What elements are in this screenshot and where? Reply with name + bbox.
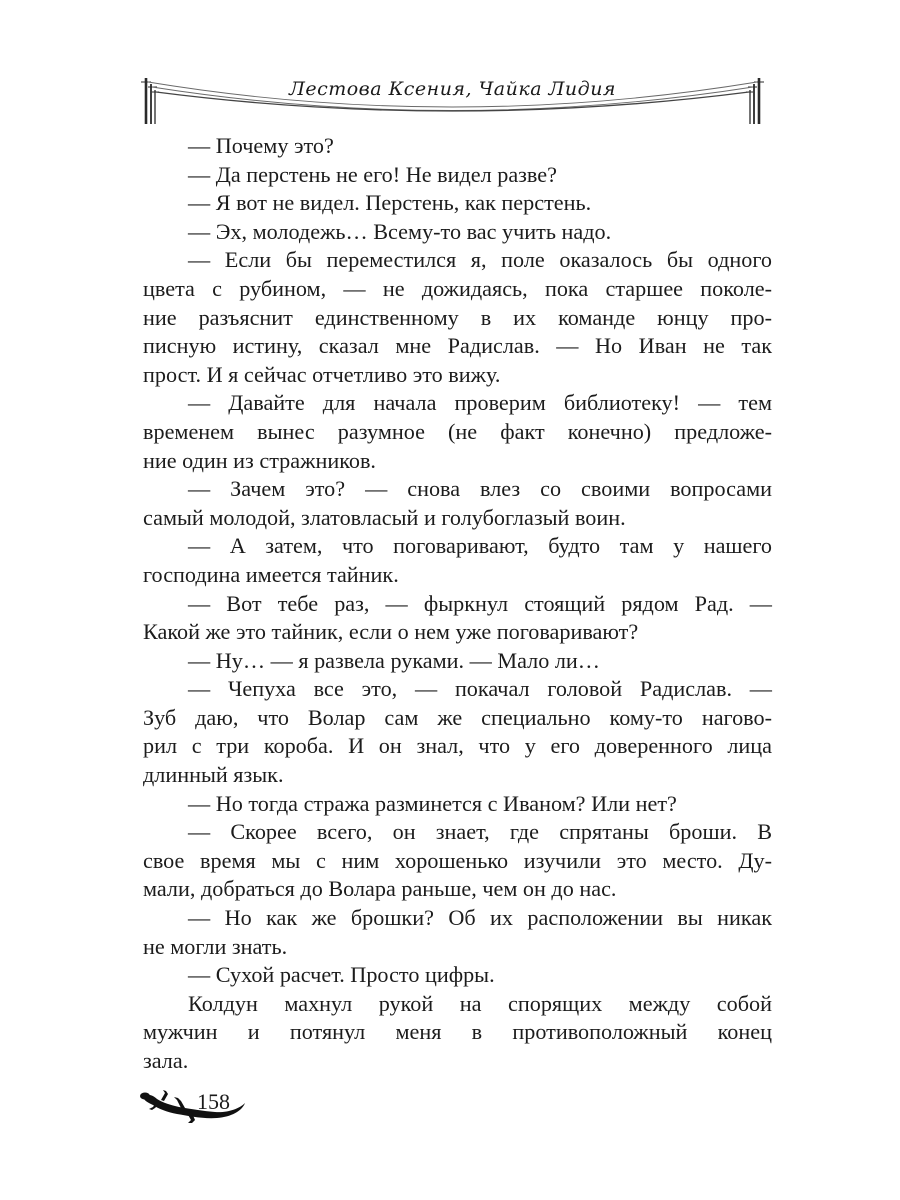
text-line: прост. И я сейчас отчетливо это вижу. — [143, 361, 501, 387]
paragraph — [143, 161, 772, 190]
text-line: Зуб даю, что Волар сам же специально кому-то нагово- — [143, 704, 772, 730]
text-line: — Да перстень не его! Не видел разве? — [188, 161, 557, 187]
paragraph — [143, 961, 772, 990]
paragraph — [143, 246, 772, 389]
running-head — [130, 72, 775, 134]
paragraph — [143, 218, 772, 247]
paragraph — [143, 532, 772, 589]
text-line: временем вынес разумное (не факт конечно) предложе- — [143, 418, 772, 444]
text-line: рил с три короба. И он знал, что у его доверенного лица — [143, 733, 772, 759]
paragraph — [143, 189, 772, 218]
text-line: — Сухой расчет. Просто цифры. — [188, 962, 495, 988]
text-line: — Чепуха все это, — покачал головой Радислав. — — [188, 676, 772, 702]
text-line: — Ну… — я развела руками. — Мало ли… — [188, 647, 600, 673]
text-line: — Я вот не видел. Перстень, как перстень. — [188, 190, 592, 216]
text-line: длинный язык. — [143, 762, 284, 788]
text-line: Колдун махнул рукой на спорящих между собой — [188, 990, 772, 1016]
text-line: зала. — [143, 1048, 189, 1073]
text-line: — Скорее всего, он знает, где спрятаны броши. В — [188, 819, 772, 845]
text-line: свое время мы с ним хорошенько изучили это место. Ду- — [143, 847, 772, 873]
text-line: — Давайте для начала проверим библиотеку! — тем — [188, 390, 772, 416]
text-line: Какой же это тайник, если о нем уже поговаривают? — [143, 619, 639, 645]
text-line: — Почему это? — [188, 133, 334, 158]
text-line: не могли знать. — [143, 933, 288, 959]
text-line: писную истину, сказал мне Радислав. — Но Иван не так — [143, 333, 772, 359]
text-line: — Если бы переместился я, поле оказалось бы одного — [188, 247, 772, 273]
text-line: мужчин и потянул меня в противоположный конец — [143, 1019, 772, 1045]
paragraph — [143, 790, 772, 819]
paragraph — [143, 818, 772, 904]
paragraph — [143, 990, 772, 1076]
text-line: — А затем, что поговаривают, будто там у нашего — [188, 533, 772, 559]
text-line: — Вот тебе раз, — фыркнул стоящий рядом Рад. — — [188, 590, 772, 616]
paragraph — [143, 475, 772, 532]
paragraph — [143, 590, 772, 647]
text-line: самый молодой, златовласый и голубоглазый воин. — [143, 504, 626, 530]
lizard-icon — [135, 1085, 255, 1145]
text-line: — Эх, молодежь… Всему-то вас учить надо. — [188, 218, 612, 244]
text-line: господина имеется тайник. — [143, 561, 399, 587]
paragraph — [143, 675, 772, 789]
text-line: — Зачем это? — снова влез со своими вопросами — [188, 476, 772, 502]
running-title: Лестова Ксения, Чайка Лидия — [288, 78, 617, 100]
text-line: цвета с рубином, — не дожидаясь, пока старшее поколе- — [143, 275, 772, 301]
chapter-body-text — [143, 132, 772, 1076]
text-line: ние один из стражников. — [143, 447, 376, 473]
paragraph — [143, 132, 772, 161]
paragraph — [143, 904, 772, 961]
page-footer — [135, 1085, 255, 1145]
page-number: 158 — [197, 1089, 230, 1114]
text-line: — Но тогда стража разминется с Иваном? Или нет? — [188, 790, 677, 816]
paragraph — [143, 647, 772, 676]
text-line: ние разъяснит единственному в их команде юнцу про- — [143, 304, 772, 330]
text-line: — Но как же брошки? Об их расположении вы никак — [188, 905, 772, 931]
text-line: мали, добраться до Волара раньше, чем он до нас. — [143, 876, 617, 902]
paragraph — [143, 389, 772, 475]
